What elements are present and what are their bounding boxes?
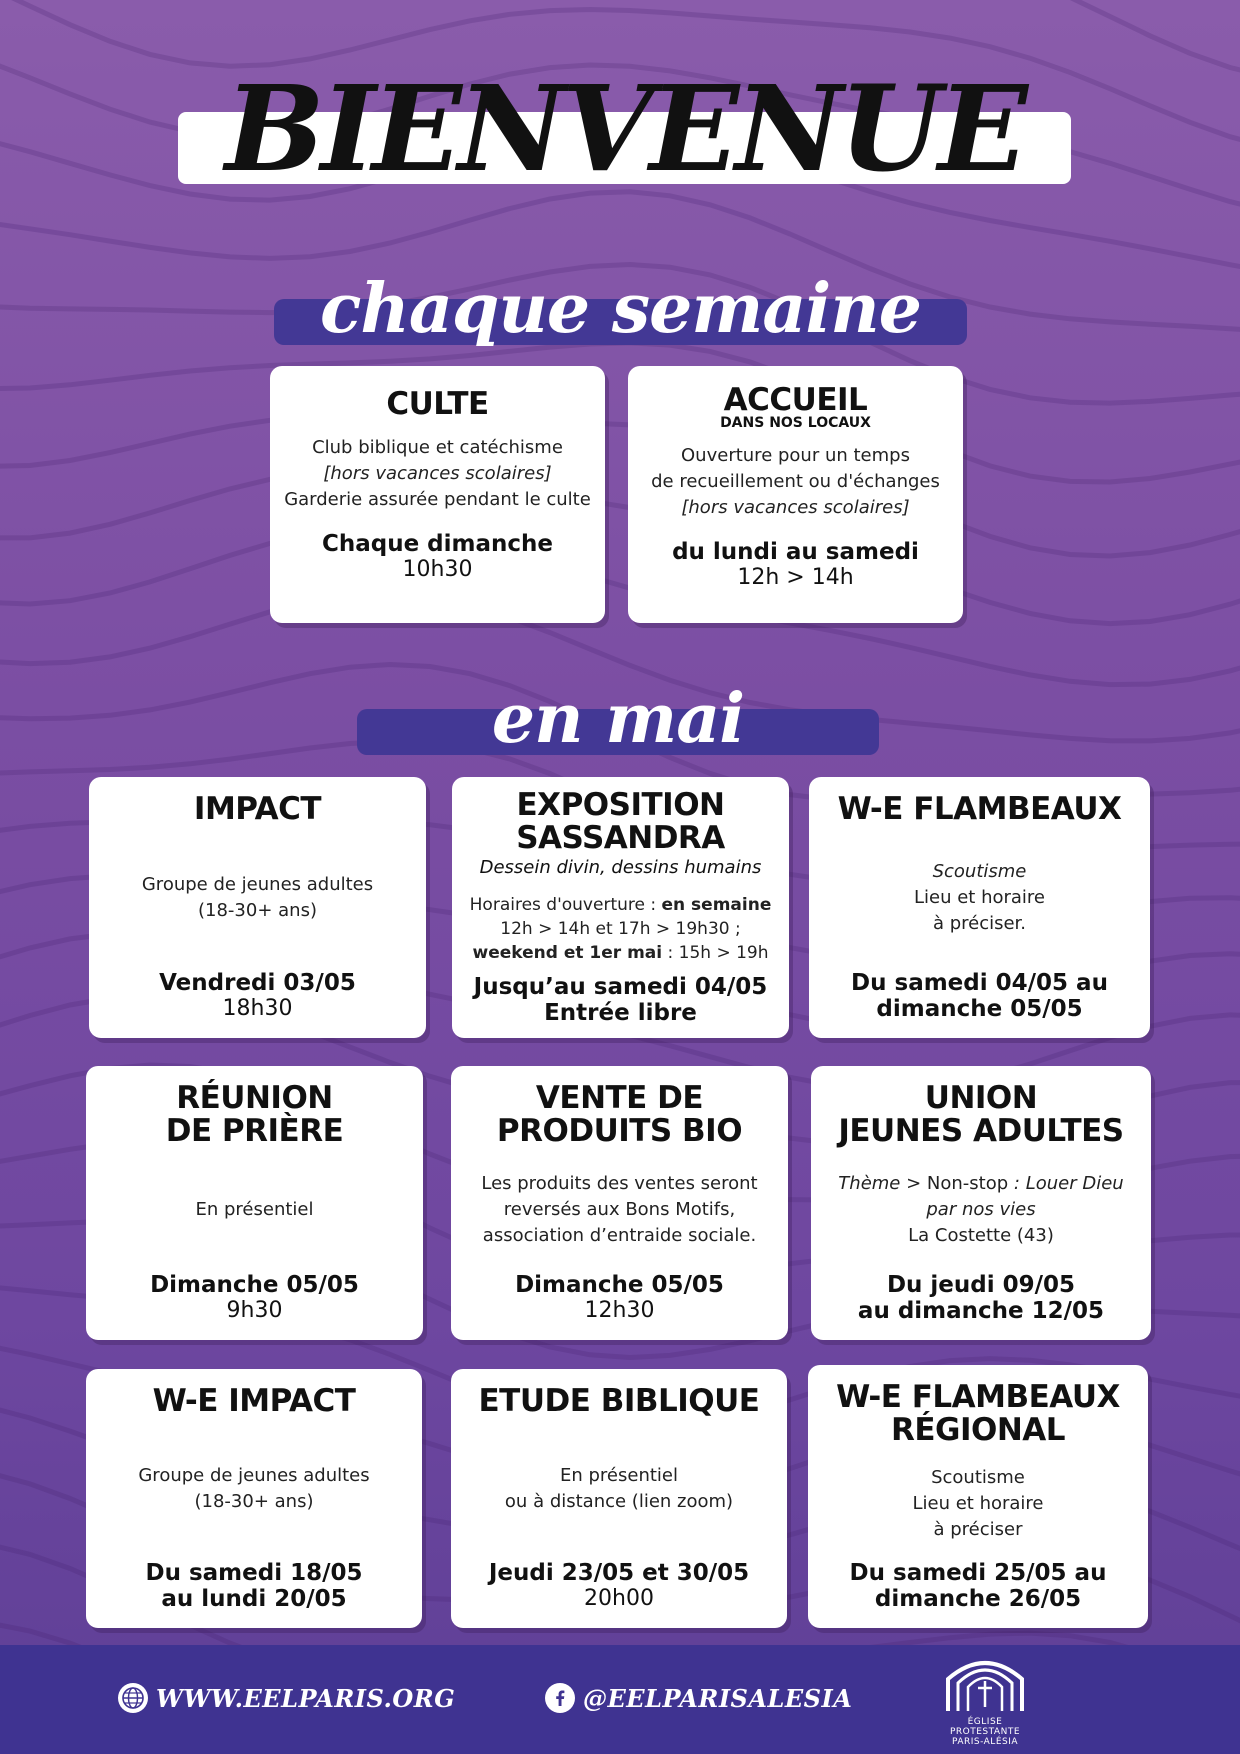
- card-time: 12h30: [584, 1298, 655, 1323]
- card-text: reversés aux Bons Motifs,: [503, 1199, 736, 1220]
- card-date: Du samedi 18/05: [145, 1560, 363, 1586]
- card-date: du lundi au samedi: [672, 539, 919, 565]
- card-impact: [89, 777, 426, 1038]
- card-text: Les produits des ventes seront: [481, 1173, 758, 1194]
- card-text: ou à distance (lien zoom): [504, 1491, 734, 1512]
- background-wave-line: [0, 410, 1240, 556]
- card-date-extra: dimanche 05/05: [876, 996, 1083, 1022]
- website-link[interactable]: [118, 1683, 455, 1713]
- card-time: 12h > 14h: [737, 565, 854, 590]
- card-text: Lieu et horaire: [913, 887, 1046, 908]
- card-text: weekend et 1er mai : 15h > 19h: [472, 942, 769, 963]
- background-wave-line: [0, 470, 1240, 623]
- card-date: Jeudi 23/05 et 30/05: [488, 1560, 750, 1586]
- card-text: Groupe de jeunes adultes: [141, 874, 374, 895]
- card-tagline: Dessein divin, dessins humains: [479, 857, 762, 878]
- card-text: par nos vies: [926, 1199, 1036, 1220]
- card-title: VENTE DE: [535, 1080, 704, 1116]
- card-title: ACCUEIL: [723, 382, 868, 418]
- card-title: RÉGIONAL: [890, 1412, 1066, 1448]
- logo-text: PARIS-ALÉSIA: [951, 1737, 1019, 1747]
- card-time: 10h30: [402, 557, 473, 582]
- card-text: Horaires d'ouverture : en semaine: [469, 894, 772, 915]
- card-date: Chaque dimanche: [321, 531, 554, 557]
- church-logo-icon: [940, 1655, 1030, 1713]
- section-weekly-heading: [274, 269, 967, 349]
- card-text: Thème > Non-stop : Louer Dieu: [838, 1173, 1124, 1194]
- card-text: Garderie assurée pendant le culte: [284, 489, 591, 510]
- card-text: [hors vacances scolaires]: [681, 497, 910, 518]
- card-text: Lieu et horaire: [912, 1492, 1044, 1514]
- section-monthly-label: en mai: [491, 679, 745, 759]
- card-text: Scoutisme: [932, 861, 1027, 882]
- card-title: PRODUITS BIO: [496, 1113, 743, 1149]
- card-text: Scoutisme: [931, 1466, 1025, 1488]
- background-wave-line: [0, 340, 1240, 482]
- card-title: W-E IMPACT: [152, 1383, 356, 1419]
- card-date: Du jeudi 09/05: [886, 1272, 1076, 1298]
- footer: [0, 1645, 1240, 1754]
- card-time: 20h00: [584, 1586, 654, 1611]
- card-exposition: [452, 777, 789, 1038]
- card-text: Groupe de jeunes adultes: [138, 1465, 370, 1486]
- card-text: association d’entraide sociale.: [482, 1225, 757, 1246]
- card-we-flambeaux-regional: [808, 1365, 1148, 1628]
- card-text: à préciser: [933, 1518, 1023, 1540]
- card-title: RÉUNION: [176, 1080, 333, 1116]
- card-title: SASSANDRA: [516, 820, 725, 856]
- card-text: La Costette (43): [908, 1225, 1054, 1246]
- card-date: Jusqu’au samedi 04/05: [473, 974, 768, 1000]
- social-text: @EELPARISALESIA: [583, 1683, 853, 1713]
- card-text: à préciser.: [932, 913, 1027, 934]
- social-link[interactable]: [545, 1683, 852, 1713]
- card-title: CULTE: [386, 386, 489, 422]
- card-vente-bio: [451, 1066, 788, 1340]
- card-date: Du samedi 25/05 au: [849, 1560, 1107, 1586]
- card-title: W-E FLAMBEAUX: [836, 1379, 1120, 1415]
- card-text: En présentiel: [195, 1199, 314, 1220]
- card-culte: [270, 366, 605, 623]
- card-text: En présentiel: [559, 1465, 678, 1486]
- card-text: de recueillement ou d'échanges: [651, 471, 940, 492]
- section-monthly-heading: [357, 679, 879, 759]
- page-title: BIENVENUE: [225, 59, 1024, 198]
- logo-text: ÉGLISE: [967, 1717, 1003, 1727]
- card-text: 12h > 14h et 17h > 19h30 ;: [500, 918, 741, 939]
- church-logo: [935, 1655, 1035, 1747]
- card-title: UNION: [924, 1080, 1038, 1116]
- card-title: IMPACT: [193, 791, 322, 827]
- card-date-extra: Entrée libre: [544, 1000, 697, 1026]
- card-time: 9h30: [226, 1298, 283, 1323]
- card-union-jeunes-adultes: [811, 1066, 1151, 1340]
- card-accueil: [628, 366, 963, 623]
- card-date-extra: au lundi 20/05: [161, 1586, 347, 1612]
- card-date-extra: dimanche 26/05: [874, 1586, 1082, 1612]
- card-date-extra: au dimanche 12/05: [857, 1298, 1105, 1324]
- card-date: Du samedi 04/05 au: [851, 970, 1108, 996]
- card-date: Vendredi 03/05: [159, 970, 356, 996]
- card-title: W-E FLAMBEAUX: [837, 791, 1122, 827]
- card-we-impact: [86, 1369, 422, 1628]
- card-title: EXPOSITION: [516, 787, 725, 823]
- card-time: 18h30: [222, 996, 293, 1021]
- card-we-flambeaux: [809, 777, 1150, 1038]
- card-text: Ouverture pour un temps: [681, 445, 910, 466]
- card-text: (18-30+ ans): [194, 1491, 314, 1512]
- card-date: Dimanche 05/05: [150, 1272, 359, 1298]
- card-etude-biblique: [451, 1369, 787, 1628]
- card-text: [hors vacances scolaires]: [323, 463, 552, 484]
- facebook-icon: [545, 1683, 575, 1713]
- logo-text: PROTESTANTE: [949, 1727, 1021, 1737]
- card-date: Dimanche 05/05: [515, 1272, 724, 1298]
- card-text: Club biblique et catéchisme: [312, 437, 563, 458]
- title-banner: [178, 59, 1071, 198]
- card-subtitle: DANS NOS LOCAUX: [720, 415, 871, 431]
- card-title: JEUNES ADULTES: [838, 1113, 1124, 1149]
- globe-icon: [118, 1683, 148, 1713]
- website-text: WWW.EELPARIS.ORG: [156, 1683, 456, 1713]
- card-text: (18-30+ ans): [198, 900, 317, 921]
- card-title: ETUDE BIBLIQUE: [478, 1383, 760, 1419]
- card-title: DE PRIÈRE: [165, 1113, 344, 1149]
- section-weekly-label: chaque semaine: [320, 269, 921, 349]
- card-reunion-priere: [86, 1066, 423, 1340]
